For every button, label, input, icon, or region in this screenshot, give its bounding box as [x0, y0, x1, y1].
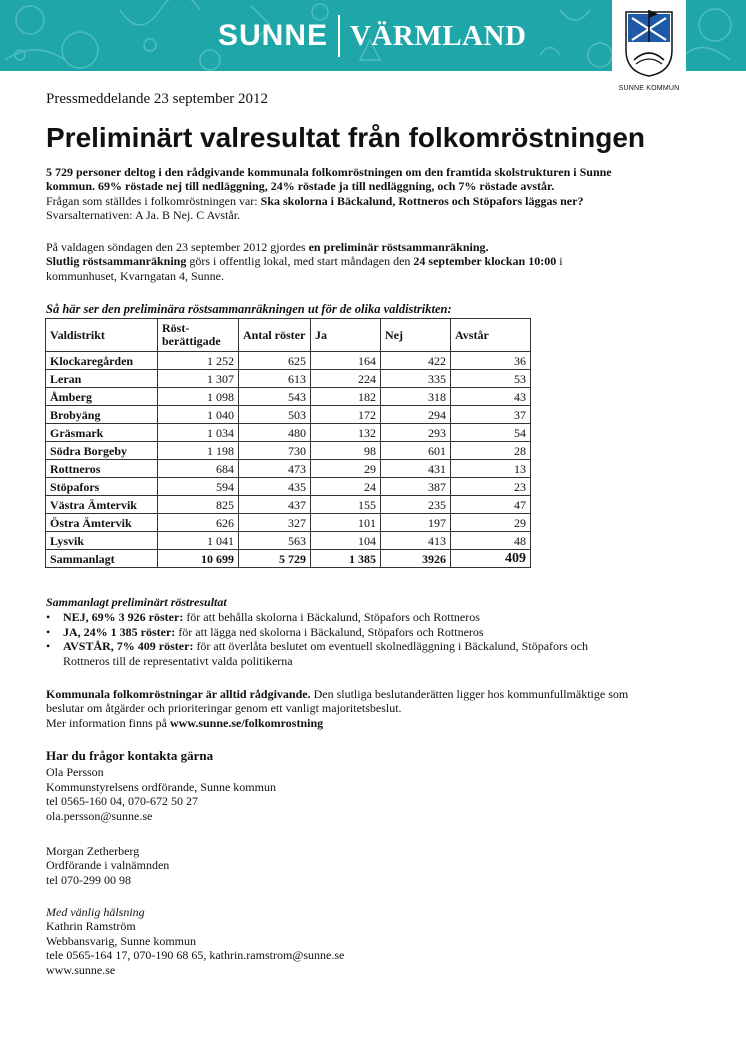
district-cell: Södra Borgeby: [46, 442, 158, 460]
value-cell: 1 040: [158, 406, 239, 424]
value-cell: 5 729: [239, 550, 311, 568]
value-cell: 543: [239, 388, 311, 406]
value-cell: 13: [451, 460, 531, 478]
value-cell: 1 034: [158, 424, 239, 442]
table-row: [46, 478, 531, 496]
district-cell: Klockaregården: [46, 352, 158, 370]
contact-role: Kommunstyrelsens ordförande, Sunne kommun: [46, 779, 276, 794]
value-cell: 104: [311, 532, 381, 550]
value-cell: 1 098: [158, 388, 239, 406]
contact-role: Ordförande i valnämnden: [46, 858, 170, 873]
value-cell: 327: [239, 514, 311, 532]
intro-options: Svarsalternativen: A Ja. B Nej. C Avstår.: [46, 208, 241, 223]
value-cell: 1 198: [158, 442, 239, 460]
more-info: Mer information finns på www.sunne.se/folkomrostning: [46, 715, 324, 730]
col-header: Valdistrikt: [46, 319, 158, 352]
district-cell: Rottneros: [46, 460, 158, 478]
value-cell: 172: [311, 406, 381, 424]
value-cell: 601: [381, 442, 451, 460]
value-cell: 480: [239, 424, 311, 442]
value-cell: 28: [451, 442, 531, 460]
district-cell: Lysvik: [46, 532, 158, 550]
district-cell: Leran: [46, 370, 158, 388]
value-cell: 431: [381, 460, 451, 478]
table-row: [46, 496, 531, 514]
value-cell: 730: [239, 442, 311, 460]
table-row: [46, 514, 531, 532]
greeting: Med vänlig hälsning: [46, 905, 145, 919]
contact-phone: tel 070-299 00 98: [46, 872, 131, 887]
value-cell: 132: [311, 424, 381, 442]
summary-title: Sammanlagt preliminärt röstresultat: [46, 595, 227, 609]
table-row: [46, 442, 531, 460]
table-row: [46, 370, 531, 388]
value-cell: 473: [239, 460, 311, 478]
value-cell: 29: [451, 514, 531, 532]
value-cell: 626: [158, 514, 239, 532]
district-cell: Västra Ämtervik: [46, 496, 158, 514]
district-cell: Gräsmark: [46, 424, 158, 442]
value-cell: 36: [451, 352, 531, 370]
value-cell: 613: [239, 370, 311, 388]
value-cell: 224: [311, 370, 381, 388]
brand-divider: [338, 15, 340, 57]
brand-sunne: SUNNE: [218, 18, 329, 52]
more-info-link[interactable]: www.sunne.se/folkomrostning: [169, 715, 324, 730]
table-header-row: [46, 319, 531, 352]
value-cell: 318: [381, 388, 451, 406]
col-header: Nej: [381, 319, 451, 352]
value-cell: 10 699: [158, 550, 239, 568]
value-cell: 3926: [381, 550, 451, 568]
signer-contact: tele 0565-164 17, 070-190 68 65, kathrin.ramstrom@sunne.se: [46, 948, 345, 963]
value-cell: 24: [311, 478, 381, 496]
value-cell: 235: [381, 496, 451, 514]
signer-name: Kathrin Ramström: [46, 919, 136, 934]
value-cell: 563: [239, 532, 311, 550]
value-cell: 48: [451, 532, 531, 550]
value-cell: 437: [239, 496, 311, 514]
value-cell: 1 307: [158, 370, 239, 388]
district-cell: Sammanlagt: [46, 550, 158, 568]
value-cell: 294: [381, 406, 451, 424]
value-cell: 825: [158, 496, 239, 514]
value-cell: 155: [311, 496, 381, 514]
brand-logo: [218, 14, 526, 58]
col-header: Röst-berättigade: [158, 319, 239, 352]
value-cell: 23: [451, 478, 531, 496]
value-cell: 409: [451, 550, 531, 568]
value-cell: 335: [381, 370, 451, 388]
summary: [46, 595, 636, 668]
value-cell: 1 041: [158, 532, 239, 550]
col-header: Avstår: [451, 319, 531, 352]
contact-phone: tel 0565-160 04, 070-672 50 27: [46, 794, 198, 809]
vote-final: Slutlig röstsammanräkning görs i offentlig lokal, med start måndagen den 24 september klockan 10:00 i kommunhuset, Kvarngatan 4, Sunne.: [46, 254, 563, 283]
col-header: Antal röster: [239, 319, 311, 352]
vote-info: [46, 240, 636, 283]
value-cell: 1 385: [311, 550, 381, 568]
crest-caption: SUNNE KOMMUN: [618, 85, 680, 92]
advisory-note: [46, 687, 636, 730]
list-item: • JA, 24% 1 385 röster: för att lägga ned skolorna i Bäckalund, Stöpafors och Rottneros: [46, 625, 636, 639]
value-cell: 101: [311, 514, 381, 532]
value-cell: 182: [311, 388, 381, 406]
value-cell: 43: [451, 388, 531, 406]
advisory-text: Kommunala folkomröstningar är alltid rådgivande. Den slutliga beslutanderätten ligger hos kommunfullmäktige som beslutar om åtgärder och prioriteringar genom ett vanligt majoritetsbeslut.: [46, 687, 629, 716]
table-row: [46, 460, 531, 478]
value-cell: 53: [451, 370, 531, 388]
value-cell: 47: [451, 496, 531, 514]
value-cell: 1 252: [158, 352, 239, 370]
table-row: [46, 352, 531, 370]
contact-email[interactable]: ola.persson@sunne.se: [46, 808, 153, 823]
signature: [46, 905, 344, 977]
vote-preliminary: På valdagen söndagen den 23 september 2012 gjordes en preliminär röstsammanräkning.: [46, 240, 489, 254]
value-cell: 503: [239, 406, 311, 424]
contact-name: Ola Persson: [46, 765, 104, 780]
summary-list: [46, 610, 636, 668]
list-item: • AVSTÅR, 7% 409 röster: för att överlåta beslutet om eventuell skolnedläggning i Bäckalund, Stöpafors och Rottneros till de representativt valda politikerna: [46, 639, 636, 668]
crest: [612, 0, 686, 92]
value-cell: 435: [239, 478, 311, 496]
district-cell: Östra Ämtervik: [46, 514, 158, 532]
intro-question: Frågan som ställdes i folkomröstningen var: Ska skolorna i Bäckalund, Rottneros och Stöpafors läggas ner?: [46, 193, 584, 208]
list-item: • NEJ, 69% 3 926 röster: för att behålla skolorna i Bäckalund, Stöpafors och Rottneros: [46, 610, 636, 624]
value-cell: 37: [451, 406, 531, 424]
signer-role: Webbansvarig, Sunne kommun: [46, 933, 197, 948]
col-header: Ja: [311, 319, 381, 352]
value-cell: 594: [158, 478, 239, 496]
contact-section: [46, 749, 446, 823]
value-cell: 293: [381, 424, 451, 442]
table-row: [46, 406, 531, 424]
press-line: Pressmeddelande 23 september 2012: [46, 91, 269, 107]
contact-heading: Har du frågor kontakta gärna: [46, 748, 214, 763]
value-cell: 413: [381, 532, 451, 550]
value-cell: 684: [158, 460, 239, 478]
table-total-row: [46, 550, 531, 568]
table-row: [46, 388, 531, 406]
value-cell: 387: [381, 478, 451, 496]
table-row: [46, 424, 531, 442]
district-cell: Stöpafors: [46, 478, 158, 496]
contact-name: Morgan Zetherberg: [46, 844, 140, 858]
value-cell: 197: [381, 514, 451, 532]
intro: [46, 165, 626, 223]
value-cell: 54: [451, 424, 531, 442]
page-title: Preliminärt valresultat från folkomröstningen: [46, 122, 646, 153]
value-cell: 98: [311, 442, 381, 460]
intro-summary: 5 729 personer deltog i den rådgivande kommunala folkomröstningen om den framtida skolstrukturen i Sunne kommun. 69% röstade nej till nedläggning, 24% röstade ja till nedläggning, och 7% röstade avstår.: [46, 165, 612, 194]
results-table: [45, 318, 531, 568]
value-cell: 422: [381, 352, 451, 370]
value-cell: 625: [239, 352, 311, 370]
value-cell: 29: [311, 460, 381, 478]
district-cell: Åmberg: [46, 388, 158, 406]
brand-varmland: VÄRMLAND: [350, 19, 527, 52]
district-cell: Brobyäng: [46, 406, 158, 424]
table-row: [46, 532, 531, 550]
value-cell: 164: [311, 352, 381, 370]
website-link[interactable]: www.sunne.se: [46, 962, 116, 977]
contact-section-2: [46, 844, 169, 887]
crest-icon: [612, 0, 686, 82]
table-caption: Så här ser den preliminära röstsammanräkningen ut för de olika valdistrikten:: [46, 302, 452, 316]
